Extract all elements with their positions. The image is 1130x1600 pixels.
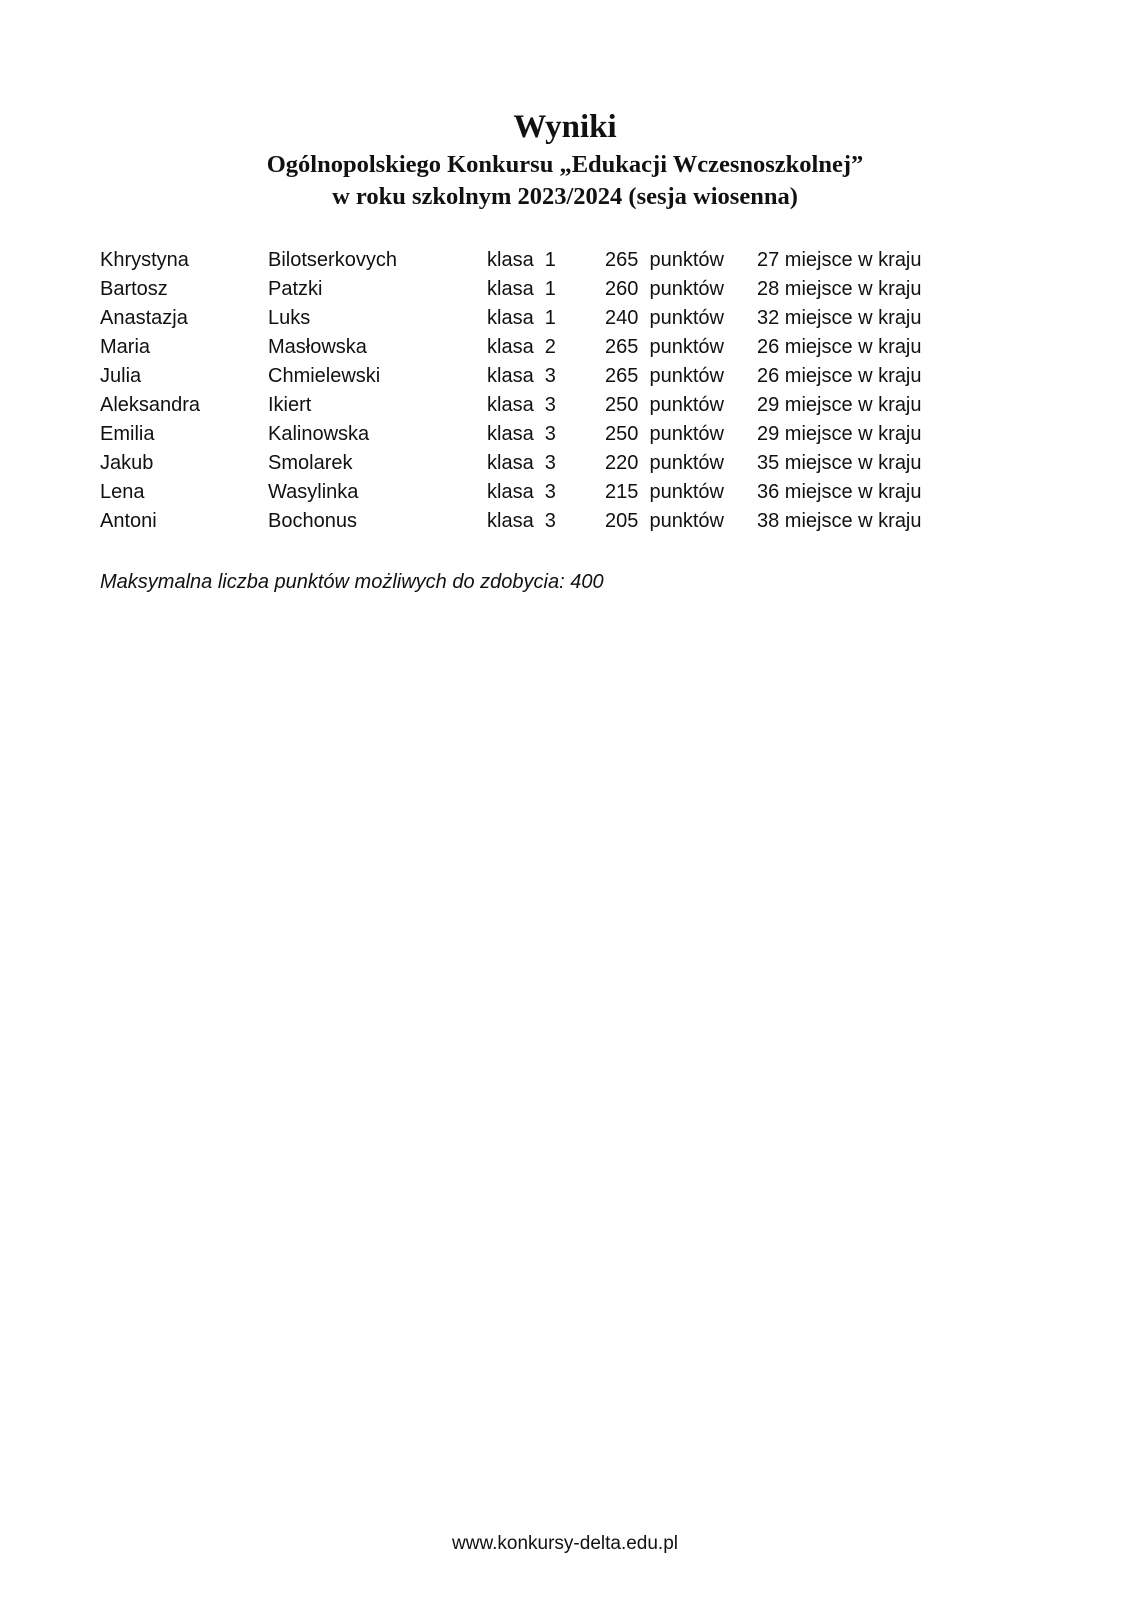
- points-cell: 260 punktów: [605, 278, 724, 300]
- points-cell: 220 punktów: [605, 452, 724, 474]
- school-year: w roku szkolnym 2023/2024 (sesja wiosenna): [332, 183, 798, 210]
- table-row: [100, 449, 947, 478]
- place-cell: 38 miejsce w kraju: [757, 510, 922, 532]
- place-cell: 27 miejsce w kraju: [757, 249, 922, 271]
- points-cell: 250 punktów: [605, 394, 724, 416]
- points-cell: 250 punktów: [605, 423, 724, 445]
- first-name-cell: Lena: [100, 481, 145, 503]
- last-name-cell: Masłowska: [268, 336, 367, 358]
- page-title: Wyniki: [513, 109, 617, 145]
- class-cell: klasa 3: [487, 510, 556, 532]
- first-name-cell: Anastazja: [100, 307, 188, 329]
- table-row: [100, 246, 947, 275]
- points-cell: 265 punktów: [605, 365, 724, 387]
- place-cell: 28 miejsce w kraju: [757, 278, 922, 300]
- first-name-cell: Maria: [100, 336, 151, 358]
- class-cell: klasa 3: [487, 365, 556, 387]
- first-name-cell: Aleksandra: [100, 394, 201, 416]
- place-cell: 29 miejsce w kraju: [757, 423, 922, 445]
- last-name-cell: Chmielewski: [268, 365, 381, 387]
- class-cell: klasa 2: [487, 336, 556, 358]
- place-cell: 35 miejsce w kraju: [757, 452, 922, 474]
- table-row: [100, 478, 947, 507]
- class-cell: klasa 1: [487, 249, 556, 271]
- contest-name: Ogólnopolskiego Konkursu „Edukacji Wczesnoszkolnej”: [266, 151, 864, 178]
- table-row: [100, 507, 947, 536]
- points-cell: 205 punktów: [605, 510, 724, 532]
- last-name-cell: Kalinowska: [268, 423, 370, 445]
- class-cell: klasa 3: [487, 394, 556, 416]
- class-cell: klasa 1: [487, 278, 556, 300]
- last-name-cell: Smolarek: [268, 452, 353, 474]
- table-row: [100, 333, 947, 362]
- points-cell: 265 punktów: [605, 249, 724, 271]
- points-cell: 265 punktów: [605, 336, 724, 358]
- first-name-cell: Julia: [100, 365, 142, 387]
- last-name-cell: Patzki: [268, 278, 323, 300]
- results-table: [100, 246, 947, 536]
- last-name-cell: Luks: [268, 307, 311, 329]
- place-cell: 26 miejsce w kraju: [757, 336, 922, 358]
- class-cell: klasa 3: [487, 481, 556, 503]
- table-row: [100, 275, 947, 304]
- class-cell: klasa 3: [487, 452, 556, 474]
- place-cell: 29 miejsce w kraju: [757, 394, 922, 416]
- place-cell: 32 miejsce w kraju: [757, 307, 922, 329]
- class-cell: klasa 1: [487, 307, 556, 329]
- last-name-cell: Bilotserkovych: [268, 249, 397, 271]
- points-cell: 215 punktów: [605, 481, 724, 503]
- points-cell: 240 punktów: [605, 307, 724, 329]
- table-row: [100, 420, 947, 449]
- footer-website: www.konkursy-delta.edu.pl: [452, 1533, 678, 1554]
- results-body: [100, 246, 947, 536]
- first-name-cell: Bartosz: [100, 278, 168, 300]
- last-name-cell: Bochonus: [268, 510, 357, 532]
- last-name-cell: Wasylinka: [268, 481, 359, 503]
- max-points-note: Maksymalna liczba punktów możliwych do zdobycia: 400: [100, 571, 604, 593]
- first-name-cell: Jakub: [100, 452, 154, 474]
- first-name-cell: Khrystyna: [100, 249, 189, 271]
- document-header: [0, 105, 1130, 213]
- place-cell: 26 miejsce w kraju: [757, 365, 922, 387]
- table-row: [100, 391, 947, 420]
- last-name-cell: Ikiert: [268, 394, 312, 416]
- first-name-cell: Antoni: [100, 510, 157, 532]
- class-cell: klasa 3: [487, 423, 556, 445]
- first-name-cell: Emilia: [100, 423, 155, 445]
- place-cell: 36 miejsce w kraju: [757, 481, 922, 503]
- table-row: [100, 304, 947, 333]
- table-row: [100, 362, 947, 391]
